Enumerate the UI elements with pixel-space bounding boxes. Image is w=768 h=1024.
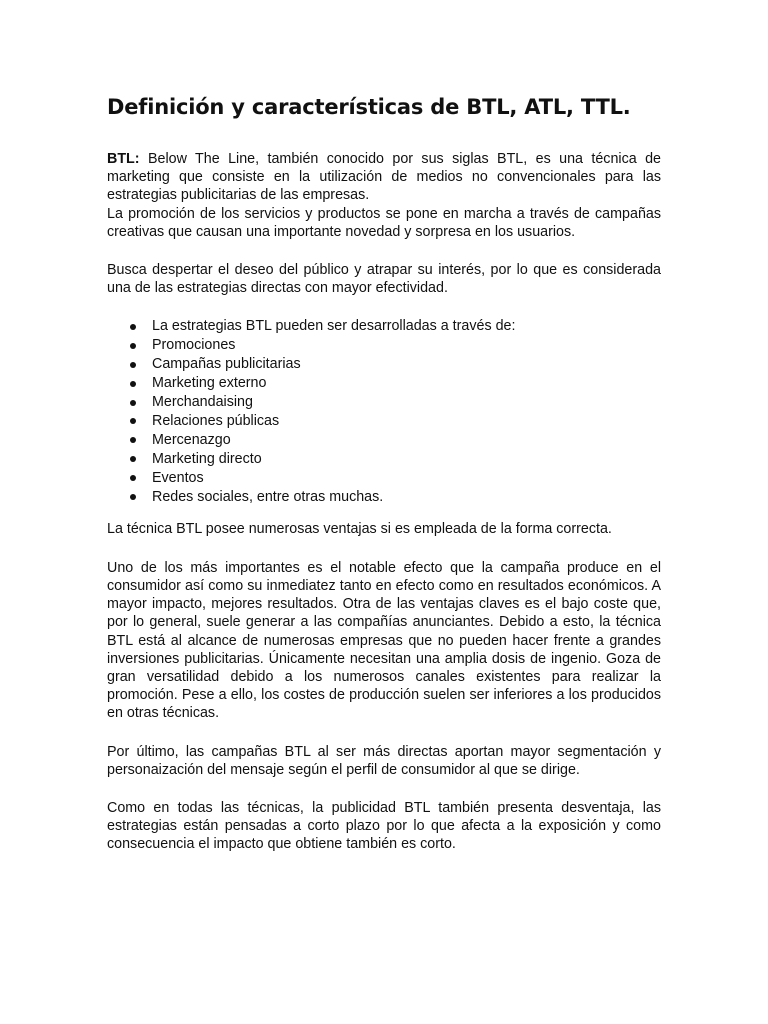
disadvantage-paragraph: Como en todas las técnicas, la publicidad BTL también presenta desventaja, las estrategias están pensadas a corto plazo por lo que afecta a la exposición y como consecuencia el impacto que obtiene también es corto. — [107, 799, 661, 853]
bullet-icon — [130, 475, 136, 481]
list-item — [107, 450, 661, 469]
list-item-text: Marketing directo — [152, 450, 262, 467]
list-item-text: Mercenazgo — [152, 431, 231, 448]
list-item — [107, 488, 661, 507]
btl-definition-text: Below The Line, también conocido por sus siglas BTL, es una técnica de marketing que consiste en la utilización de medios no convencionales para las estrategias publicitarias de las empresas. — [107, 151, 661, 204]
list-item-text: Relaciones públicas — [152, 412, 280, 429]
bullet-icon — [130, 324, 136, 330]
list-item — [107, 431, 661, 450]
promotion-paragraph: La promoción de los servicios y productos se pone en marcha a través de campañas creativas que causan una importante novedad y sorpresa en los usuarios. — [107, 205, 661, 240]
advantages-intro-paragraph: La técnica BTL posee numerosas ventajas si es empleada de la forma correcta. — [107, 521, 612, 538]
list-item-text: Marketing externo — [152, 375, 267, 392]
list-item — [107, 469, 661, 488]
list-item — [107, 393, 661, 412]
btl-definition-paragraph — [107, 150, 661, 205]
bullet-icon — [130, 400, 136, 406]
list-item-text: Campañas publicitarias — [152, 356, 301, 373]
list-item — [107, 412, 661, 431]
btl-term: BTL: — [107, 151, 140, 167]
segmentation-paragraph: Por último, las campañas BTL al ser más directas aportan mayor segmentación y personaización del mensaje según el perfil de consumidor al que se dirige. — [107, 743, 661, 778]
bullet-icon — [130, 494, 136, 500]
list-item — [107, 374, 661, 393]
list-item-text: Redes sociales, entre otras muchas. — [152, 488, 384, 505]
list-item-text: Eventos — [152, 469, 204, 486]
bullet-icon — [130, 437, 136, 443]
bullet-icon — [130, 456, 136, 462]
list-item — [107, 317, 661, 336]
document-page — [107, 92, 661, 854]
list-item-text: La estrategias BTL pueden ser desarrolladas a través de: — [152, 318, 516, 335]
bullet-icon — [130, 362, 136, 368]
bullet-icon — [130, 418, 136, 424]
desire-paragraph: Busca despertar el deseo del público y atrapar su interés, por lo que es considerada una de las estrategias directas con mayor efectividad. — [107, 262, 661, 297]
advantages-paragraph: Uno de los más importantes es el notable efecto que la campaña produce en el consumidor así como su inmediatez tanto en efecto como en resultados económicos. A mayor impacto, mejores resultados. Otra de las ventajas claves es el bajo coste que, por lo general, suele generar a las compañías anunciantes. Debido a esto, la técnica BTL está al alcance de numerosas empresas que no pueden hacer frente a grandes inversiones publicitarias. Únicamente necesitan una amplia dosis de ingenio. Goza de gran versatilidad debido a los numerosos canales existentes para realizar la promoción. Pese a ello, los costes de producción suelen ser inferiores a los producidos en otras técnicas. — [107, 559, 661, 722]
list-item-text: Merchandaising — [152, 394, 253, 411]
document-title: Definición y características de BTL, ATL, TTL. — [107, 95, 631, 119]
bullet-icon — [130, 381, 136, 387]
list-item-text: Promociones — [152, 337, 236, 354]
list-item — [107, 355, 661, 374]
btl-strategies-list — [107, 317, 661, 506]
bullet-icon — [130, 343, 136, 349]
list-item — [107, 336, 661, 355]
